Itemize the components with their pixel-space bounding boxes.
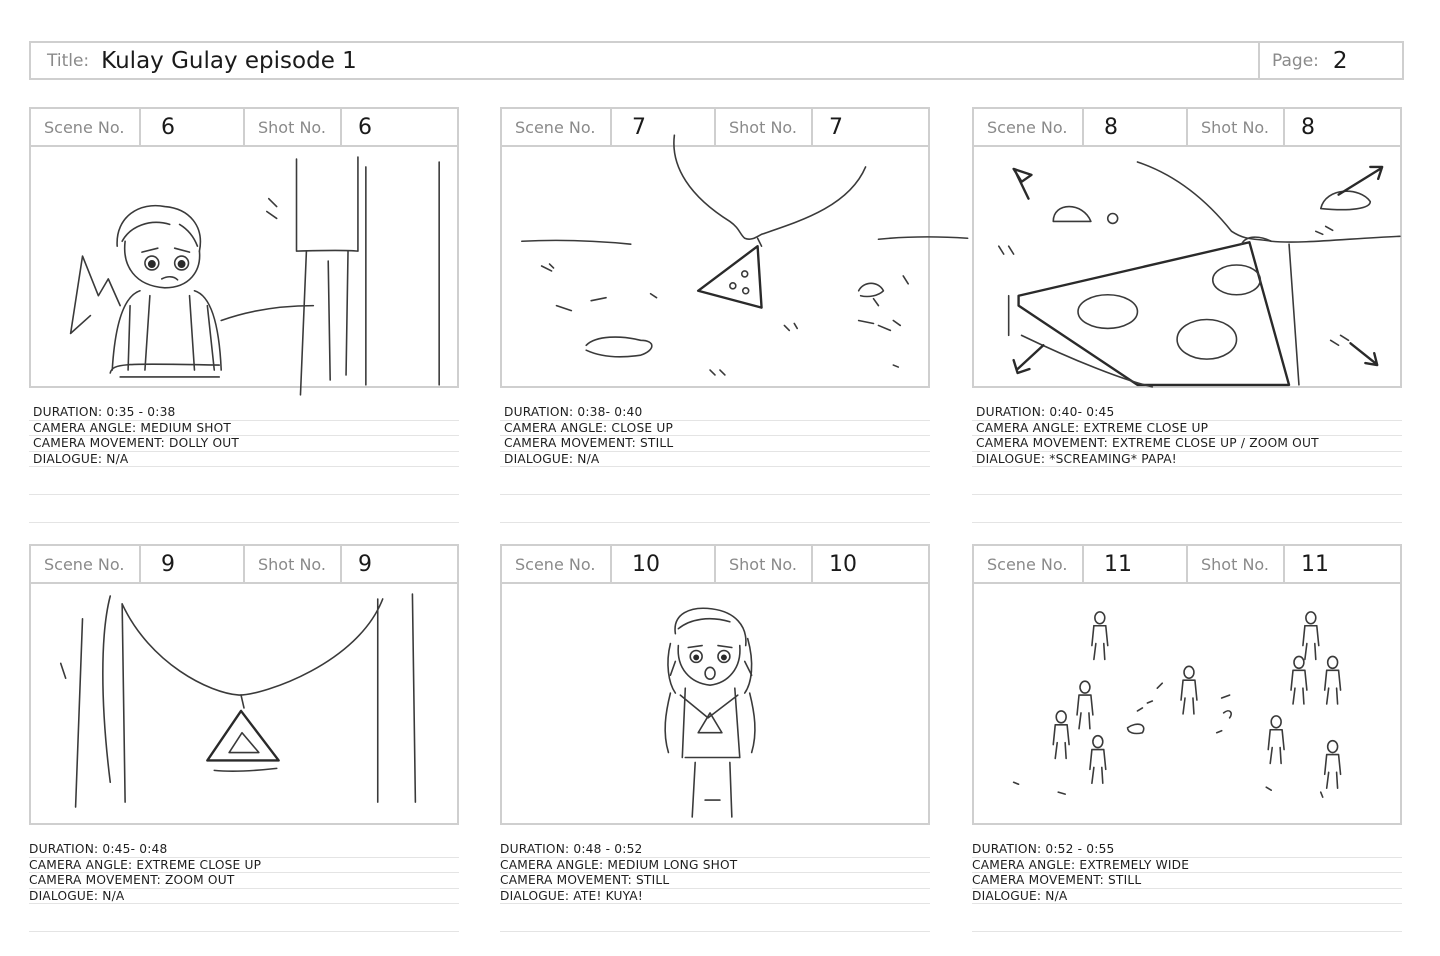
- title-label: Title:: [47, 50, 90, 71]
- blank-line: [29, 495, 459, 523]
- shot-notes: [29, 842, 459, 956]
- sketch-boy-near-legs: [31, 147, 457, 386]
- sketch-frame: [972, 584, 1402, 825]
- crowd-figure: [1325, 656, 1341, 704]
- camera-angle-text: CAMERA ANGLE: EXTREMELY WIDE: [972, 858, 1402, 874]
- panel-header: [500, 107, 930, 147]
- camera-angle-text: CAMERA ANGLE: CLOSE UP: [500, 421, 930, 437]
- shot-number[interactable]: 10: [829, 551, 857, 577]
- sketch-pendant-held: [31, 584, 457, 823]
- camera-movement-text: CAMERA MOVEMENT: STILL: [500, 873, 930, 889]
- shot-label: Shot No.: [258, 554, 327, 574]
- camera-movement-text: CAMERA MOVEMENT: ZOOM OUT: [29, 873, 459, 889]
- dialogue-text: DIALOGUE: N/A: [29, 452, 459, 468]
- shot-notes: [500, 842, 930, 956]
- shot-notes: [972, 405, 1402, 523]
- panel-header: [972, 107, 1402, 147]
- scene-label: Scene No.: [515, 554, 596, 574]
- storyboard-panel-1: [29, 107, 459, 523]
- dialogue-text: DIALOGUE: N/A: [500, 452, 930, 468]
- camera-angle-text: CAMERA ANGLE: MEDIUM LONG SHOT: [500, 858, 930, 874]
- camera-movement-text: CAMERA MOVEMENT: STILL: [500, 436, 930, 452]
- blank-line: [972, 467, 1402, 495]
- shot-number[interactable]: 8: [1301, 114, 1315, 140]
- blank-line: [29, 932, 459, 956]
- blank-line: [500, 467, 930, 495]
- sketch-crowd-wide: [974, 584, 1400, 823]
- storyboard-title[interactable]: Kulay Gulay episode 1: [101, 47, 357, 74]
- crowd-figure: [1077, 681, 1093, 729]
- shot-notes: [29, 405, 459, 523]
- scene-number[interactable]: 8: [1104, 114, 1118, 140]
- shot-number[interactable]: 11: [1301, 551, 1329, 577]
- sketch-frame: [29, 584, 459, 825]
- sketch-pendant-extreme-close-up: [974, 147, 1400, 386]
- crowd-figure: [1291, 656, 1307, 704]
- sketch-frame: [972, 147, 1402, 388]
- blank-line: [500, 495, 930, 523]
- crowd-figure: [1092, 612, 1108, 660]
- panel-header: [500, 544, 930, 584]
- scene-number[interactable]: 6: [161, 114, 175, 140]
- camera-movement-text: CAMERA MOVEMENT: STILL: [972, 873, 1402, 889]
- shot-label: Shot No.: [1201, 554, 1270, 574]
- scene-label: Scene No.: [515, 117, 596, 137]
- panel-header: [972, 544, 1402, 584]
- blank-line: [29, 904, 459, 932]
- camera-movement-text: CAMERA MOVEMENT: DOLLY OUT: [29, 436, 459, 452]
- scene-number[interactable]: 7: [632, 114, 646, 140]
- sketch-frame: [500, 584, 930, 825]
- crowd-figure: [1268, 716, 1284, 764]
- page-cell: [1258, 43, 1402, 78]
- crowd-figure: [1053, 711, 1069, 759]
- dialogue-text: DIALOGUE: N/A: [972, 889, 1402, 905]
- storyboard-panel-5: [500, 544, 930, 956]
- shot-label: Shot No.: [1201, 117, 1270, 137]
- blank-line: [972, 932, 1402, 956]
- storyboard-panel-6: [972, 544, 1402, 956]
- crowd-figure: [1325, 741, 1341, 789]
- camera-angle-text: CAMERA ANGLE: EXTREME CLOSE UP: [972, 421, 1402, 437]
- title-bar: [29, 41, 1404, 80]
- crowd-figure: [1090, 736, 1106, 784]
- page-label: Page:: [1272, 50, 1319, 71]
- crowd-figure: [1303, 612, 1319, 660]
- dialogue-text: DIALOGUE: *SCREAMING* PAPA!: [972, 452, 1402, 468]
- sketch-frame: [500, 147, 930, 388]
- storyboard-panel-3: [972, 107, 1402, 523]
- shot-number[interactable]: 9: [358, 551, 372, 577]
- storyboard-panel-2: [500, 107, 930, 523]
- blank-line: [972, 904, 1402, 932]
- scene-label: Scene No.: [44, 117, 125, 137]
- duration-text: DURATION: 0:48 - 0:52: [500, 842, 930, 858]
- shot-number[interactable]: 6: [358, 114, 372, 140]
- sketch-girl-shouting: [502, 584, 928, 823]
- camera-angle-text: CAMERA ANGLE: MEDIUM SHOT: [29, 421, 459, 437]
- dialogue-text: DIALOGUE: N/A: [29, 889, 459, 905]
- blank-line: [972, 495, 1402, 523]
- sketch-frame: [29, 147, 459, 388]
- scene-label: Scene No.: [987, 554, 1068, 574]
- shot-label: Shot No.: [729, 554, 798, 574]
- duration-text: DURATION: 0:52 - 0:55: [972, 842, 1402, 858]
- camera-movement-text: CAMERA MOVEMENT: EXTREME CLOSE UP / ZOOM OUT: [972, 436, 1402, 452]
- duration-text: DURATION: 0:45- 0:48: [29, 842, 459, 858]
- blank-line: [500, 932, 930, 956]
- shot-notes: [972, 842, 1402, 956]
- scene-label: Scene No.: [987, 117, 1068, 137]
- shot-number[interactable]: 7: [829, 114, 843, 140]
- blank-line: [29, 467, 459, 495]
- duration-text: DURATION: 0:40- 0:45: [972, 405, 1402, 421]
- shot-notes: [500, 405, 930, 523]
- scene-number[interactable]: 9: [161, 551, 175, 577]
- shot-label: Shot No.: [258, 117, 327, 137]
- panel-header: [29, 107, 459, 147]
- crowd-figure: [1181, 666, 1197, 714]
- shot-label: Shot No.: [729, 117, 798, 137]
- duration-text: DURATION: 0:35 - 0:38: [29, 405, 459, 421]
- storyboard-panel-4: [29, 544, 459, 956]
- panel-header: [29, 544, 459, 584]
- dialogue-text: DIALOGUE: ATE! KUYA!: [500, 889, 930, 905]
- page-number[interactable]: 2: [1332, 47, 1348, 74]
- scene-number[interactable]: 11: [1104, 551, 1132, 577]
- scene-label: Scene No.: [44, 554, 125, 574]
- duration-text: DURATION: 0:38- 0:40: [500, 405, 930, 421]
- camera-angle-text: CAMERA ANGLE: EXTREME CLOSE UP: [29, 858, 459, 874]
- blank-line: [500, 904, 930, 932]
- sketch-pendant-close-up: [502, 147, 928, 386]
- scene-number[interactable]: 10: [632, 551, 660, 577]
